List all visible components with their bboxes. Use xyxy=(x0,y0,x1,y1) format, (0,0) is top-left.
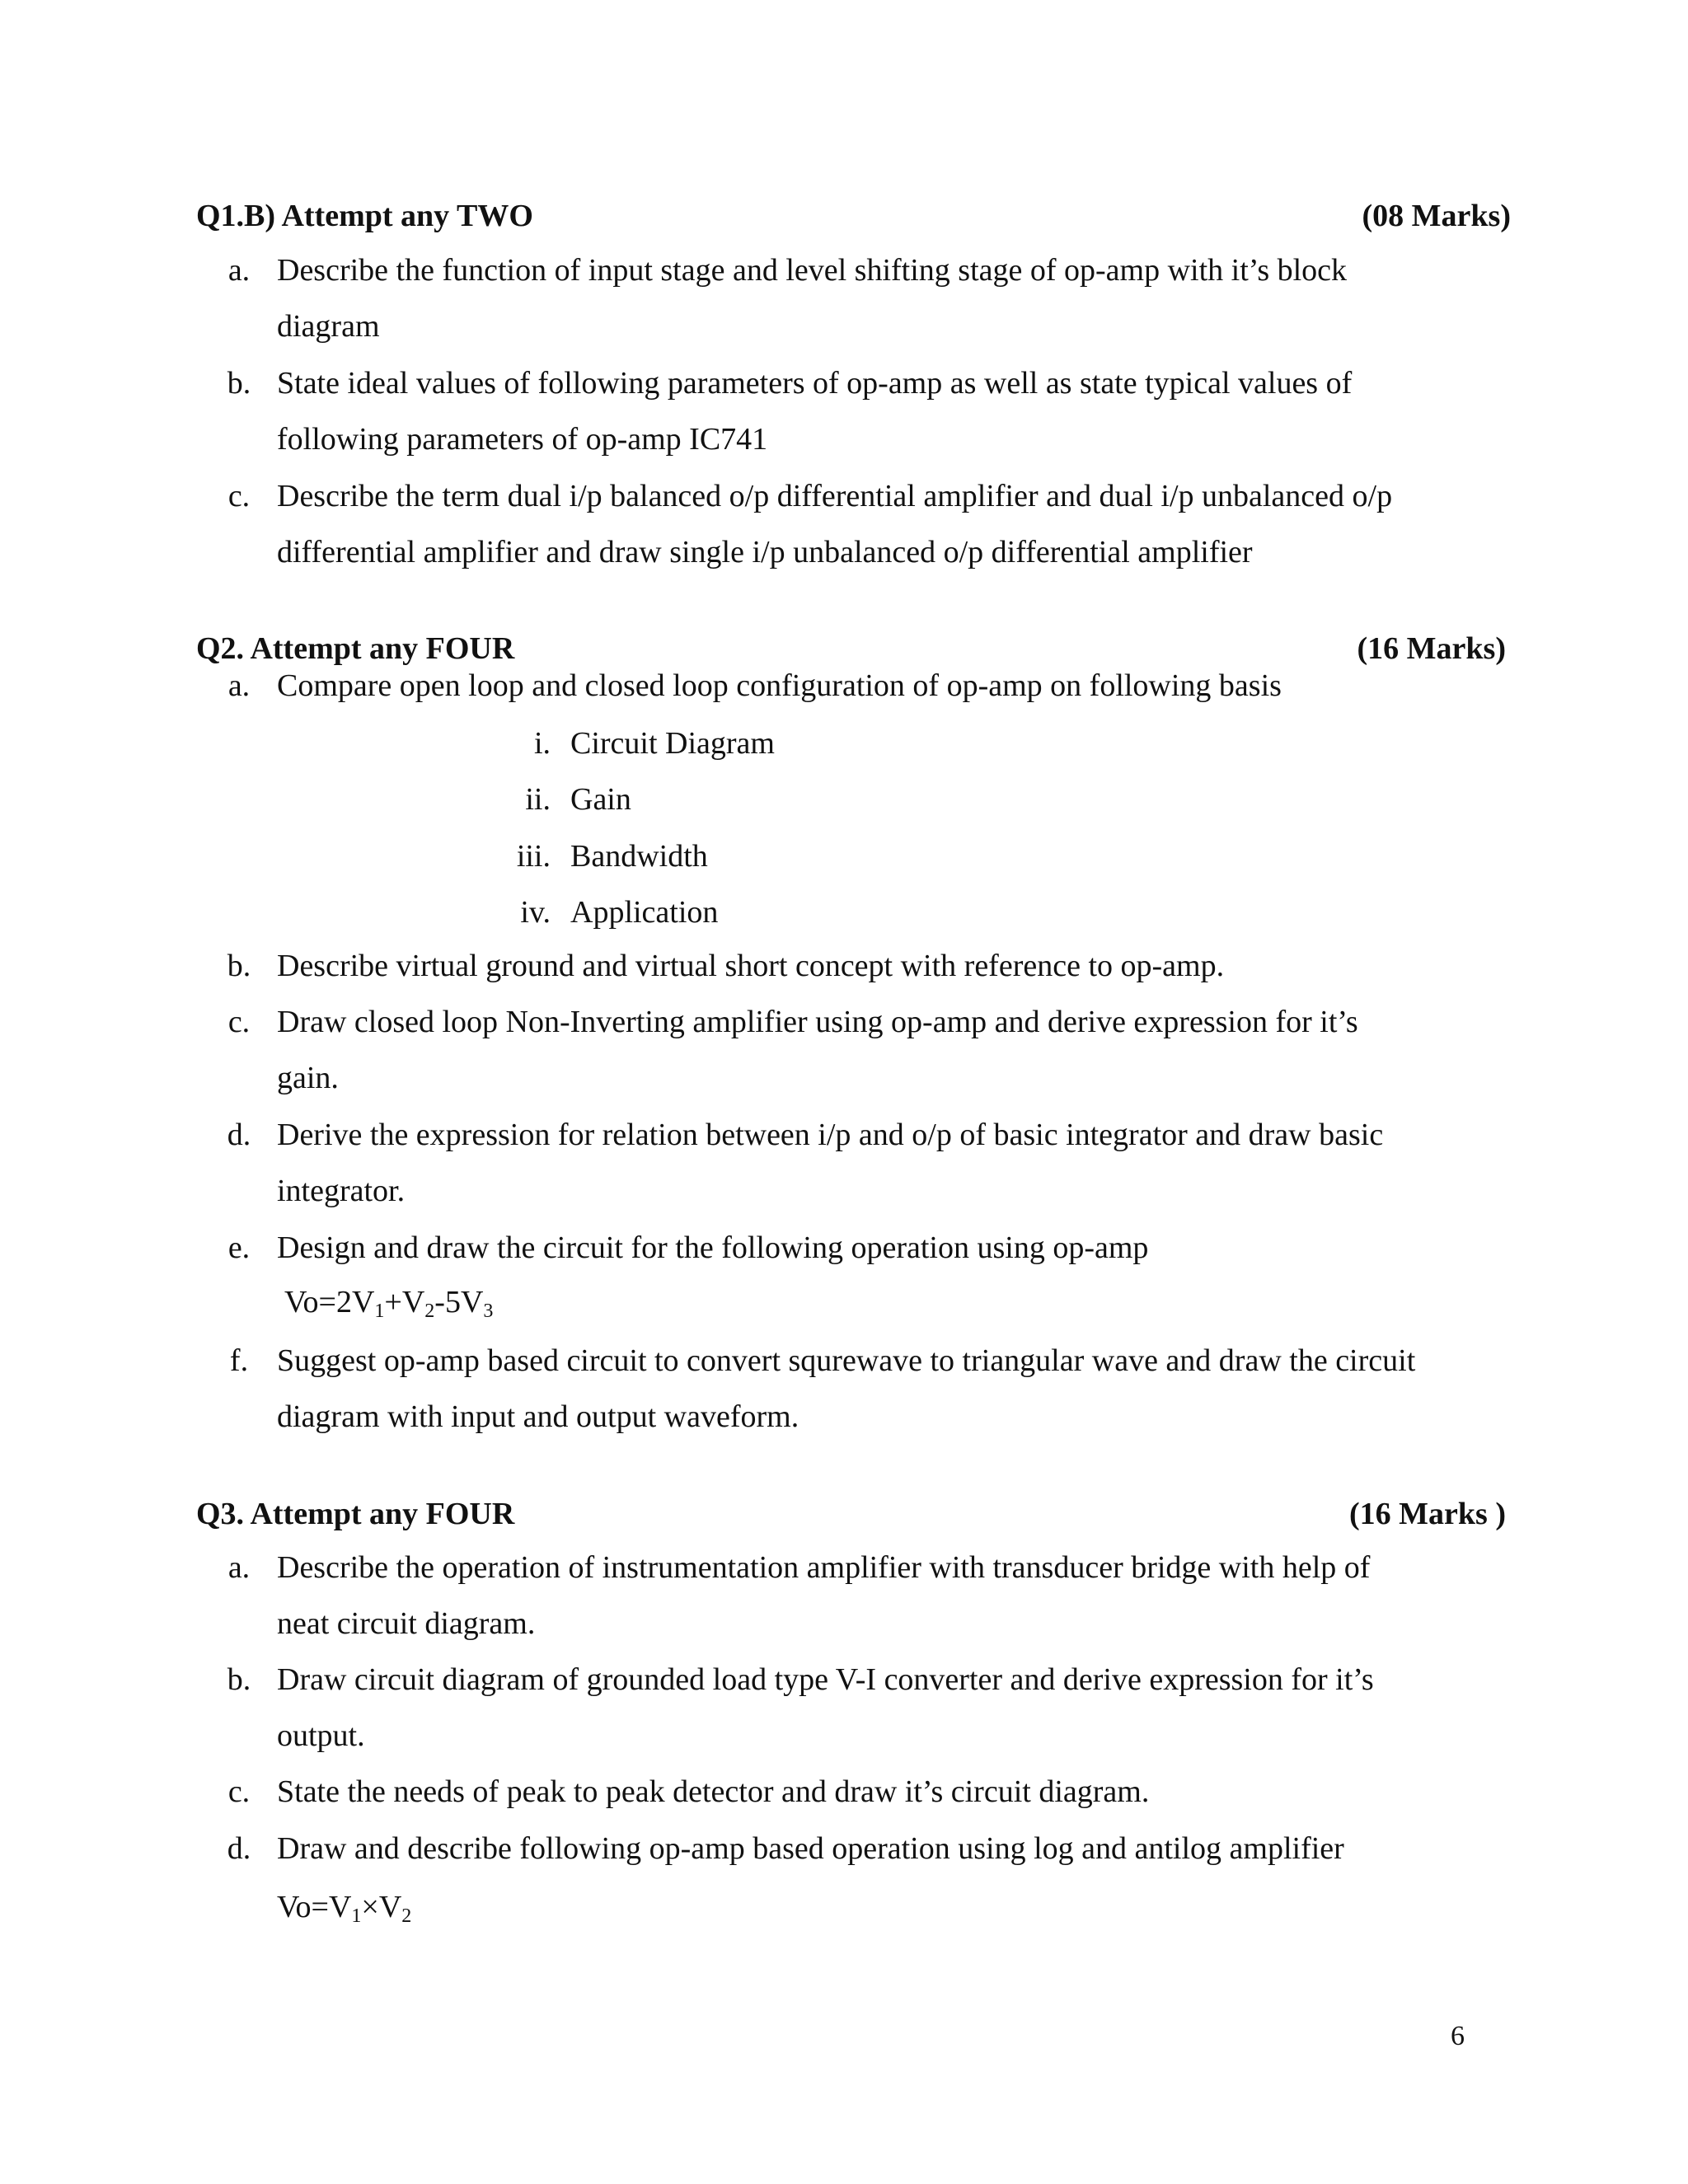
item-text: Draw closed loop Non-Inverting amplifier using op-amp and derive expression for it’s gain. xyxy=(277,1005,1358,1095)
item-label: a. xyxy=(227,668,251,703)
q2-marks: (16 Marks) xyxy=(1357,631,1506,666)
q2-formula xyxy=(284,1284,493,1320)
item-label: b. xyxy=(227,949,251,983)
item-text: State the needs of peak to peak detector and draw it’s circuit diagram. xyxy=(277,1774,1150,1809)
item-text: Describe the operation of instrumentation amplifier with transducer bridge with help of neat circuit diagram. xyxy=(277,1550,1371,1641)
q2-item-a xyxy=(223,658,1426,714)
formula-part: +V xyxy=(384,1285,425,1319)
item-text: State ideal values of following parameters of op-amp as well as state typical values of following parameters of op-amp IC741 xyxy=(277,366,1353,457)
q2-subitem-ii xyxy=(495,781,631,818)
item-text: Draw and describe following op-amp based operation using log and antilog amplifier xyxy=(277,1831,1344,1866)
item-label: a. xyxy=(227,253,251,288)
formula-subscript: 1 xyxy=(374,1301,385,1322)
formula-part: Vo=V xyxy=(277,1890,352,1924)
q2-subitem-i xyxy=(495,725,775,762)
q2-item-c xyxy=(223,994,1426,1106)
q1b-heading xyxy=(196,198,1511,234)
q2-item-d xyxy=(223,1107,1426,1219)
q2-subitem-iii xyxy=(495,838,708,874)
item-text: Describe virtual ground and virtual short concept with reference to op-amp. xyxy=(277,949,1225,983)
formula-subscript: 2 xyxy=(424,1301,435,1322)
item-label: c. xyxy=(227,1005,251,1039)
item-text: Design and draw the circuit for the following operation using op-amp xyxy=(277,1230,1149,1265)
formula-subscript: 3 xyxy=(483,1301,494,1322)
q1b-item-a xyxy=(223,242,1426,354)
subitem-label: iii. xyxy=(516,839,551,874)
q2-subitem-iv xyxy=(495,894,718,930)
q3-item-d xyxy=(223,1821,1426,1877)
item-text: Describe the function of input stage and level shifting stage of op-amp with it’s block diagram xyxy=(277,253,1348,344)
item-label: d. xyxy=(227,1831,251,1866)
q3-title: Q3. Attempt any FOUR xyxy=(196,1497,515,1531)
q1b-title: Q1.B) Attempt any TWO xyxy=(196,199,533,233)
item-text: Suggest op-amp based circuit to convert squrewave to triangular wave and draw the circuit diagram with input and output waveform. xyxy=(277,1343,1416,1434)
item-label: d. xyxy=(227,1118,251,1152)
formula-part: -5V xyxy=(434,1285,484,1319)
q3-item-c xyxy=(223,1764,1426,1820)
subitem-label: i. xyxy=(533,726,551,761)
item-text: Derive the expression for relation between i/p and o/p of basic integrator and draw basic integrator. xyxy=(277,1118,1384,1208)
q2-title: Q2. Attempt any FOUR xyxy=(196,631,515,666)
item-label: c. xyxy=(227,479,251,513)
subitem-text: Circuit Diagram xyxy=(570,726,775,761)
formula-subscript: 1 xyxy=(351,1905,362,1927)
subitem-text: Gain xyxy=(570,782,631,817)
q1b-marks: (08 Marks) xyxy=(1362,199,1511,233)
subitem-text: Application xyxy=(570,895,719,930)
q1b-item-b xyxy=(223,355,1426,467)
q3-marks: (16 Marks ) xyxy=(1349,1497,1506,1531)
q2-item-e xyxy=(223,1220,1426,1276)
page-number: 6 xyxy=(1451,2021,1465,2051)
item-label: c. xyxy=(227,1774,251,1809)
q2-item-b xyxy=(223,938,1426,994)
q3-item-a xyxy=(223,1540,1426,1652)
q3-heading xyxy=(196,1496,1511,1532)
q3-formula xyxy=(277,1889,411,1925)
formula-part: ×V xyxy=(361,1890,402,1924)
q2-item-f xyxy=(223,1333,1426,1445)
subitem-label: ii. xyxy=(525,782,551,817)
item-label: a. xyxy=(227,1550,251,1585)
formula-subscript: 2 xyxy=(401,1905,412,1927)
subitem-label: iv. xyxy=(520,895,551,930)
q1b-item-c xyxy=(223,468,1426,580)
item-text: Compare open loop and closed loop configuration of op-amp on following basis xyxy=(277,668,1282,703)
item-text: Describe the term dual i/p balanced o/p differential amplifier and dual i/p unbalanced o/p differential amplifier and draw single i/p unbalanced o/p differential amplifier xyxy=(277,479,1393,569)
q3-item-b xyxy=(223,1652,1426,1764)
item-label: f. xyxy=(229,1343,249,1378)
item-label: b. xyxy=(227,366,251,401)
item-label: b. xyxy=(227,1662,251,1697)
item-label: e. xyxy=(227,1230,251,1265)
formula-part: Vo=2V xyxy=(284,1285,375,1319)
subitem-text: Bandwidth xyxy=(570,839,708,874)
item-text: Draw circuit diagram of grounded load type V-I converter and derive expression for it’s output. xyxy=(277,1662,1374,1753)
